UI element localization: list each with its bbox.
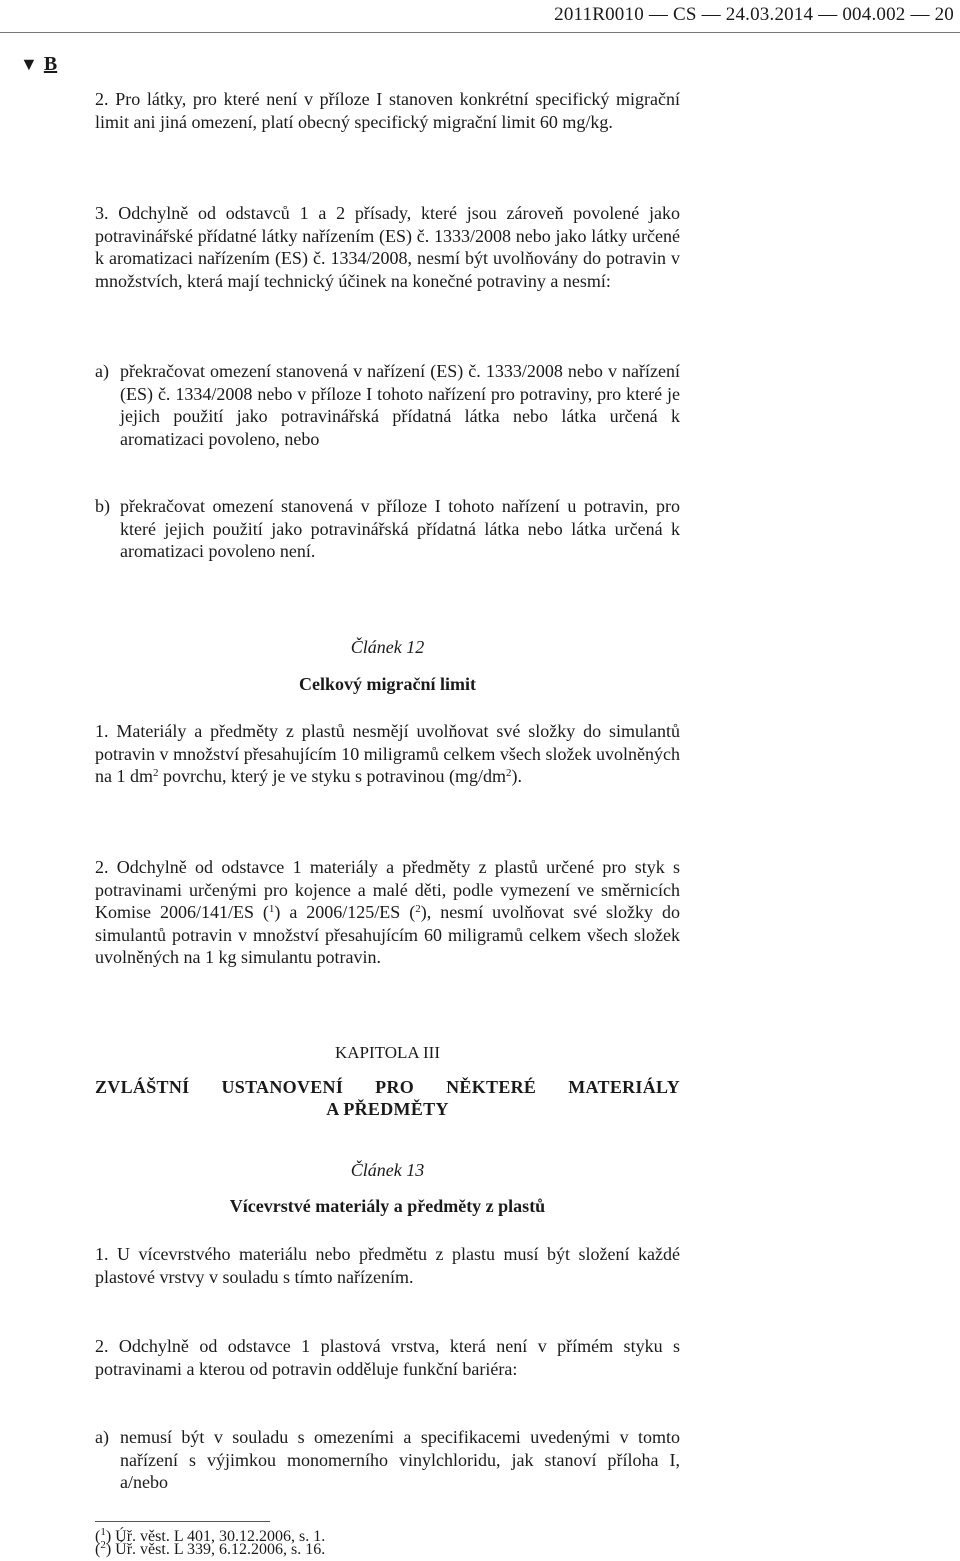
list-item-a-label: a) [95, 361, 109, 381]
article-13-title: Článek 13 [350, 1160, 425, 1180]
chapter-label: KAPITOLA III [335, 1043, 440, 1062]
footnote-2: ($^2$) Úř. věst. L 339, 6.12.2006, s. 16. [95, 1539, 326, 1558]
a12p2-text-b: ) a 2006/125/ES ( [274, 902, 416, 922]
list-item-a2-label: a) [95, 1427, 109, 1447]
a12p2-text-a: 2. Odchylně od odstavce 1 materiály a předměty z plastů určené pro styk s potravinami určenými pro kojence a malé děti, podle vymezení ve směrnicích Komise 2006/141/ES ( [95, 857, 680, 922]
article-12-title: Článek 12 [350, 637, 425, 657]
list-item-b-text: překračovat omezení stanovená v příloze I tohoto nařízení u potravin, pro které jejich použití jako potravinářská přídatná látka nebo látka určená k aromatizaci povoleno není. [120, 496, 680, 561]
a12p1-sup-1: 2 [153, 767, 159, 779]
article-13-paragraph-1 [95, 1243, 680, 1288]
chapter-title-line-2: A PŘEDMĚTY [326, 1099, 449, 1119]
a12p1-text-b: povrchu, který je ve styku s potravinou (mg/dm [158, 766, 506, 786]
footnote-ref-2[interactable]: 2 [415, 903, 421, 915]
page-header [0, 0, 960, 34]
article-13-heading: Vícevrstvé materiály a předměty z plastů [229, 1196, 546, 1216]
a12p1-sup-2: 2 [505, 767, 512, 779]
footnote-2-text: ) Úř. věst. L 339, 6.12.2006, s. 16. [105, 1541, 326, 1558]
paragraph-2 [95, 88, 680, 133]
list-item-b-label: b) [95, 496, 110, 516]
a12p1-text-a: 1. Materiály a předměty z plastů nesmějí uvolňovat své složky do simulantů potravin v množství přesahujícím 10 miligramů celkem všech složek uvolněných na 1 dm [95, 721, 680, 786]
list-item-a [95, 360, 680, 450]
chapter-title-line-1: ZVLÁŠTNÍ USTANOVENÍ PRO NĚKTERÉ MATERIÁLY [95, 1077, 680, 1097]
footnote-1-number: 1 [100, 1526, 106, 1538]
paragraph-2-text: 2. Pro látky, pro které není v příloze I stanoven konkrétní specifický migrační limit ani jiná omezení, platí obecný specifický migrační limit 60 mg/kg. [95, 89, 680, 132]
list-item-a-text: překračovat omezení stanovená v nařízení (ES) č. 1333/2008 nebo v nařízení (ES) č. 1334/2008 nebo v příloze I tohoto nařízení pro potraviny, pro které je jejich použití jako potravinářská přídatná látka nebo látka určená k aromatizaci povoleno, nebo [120, 361, 680, 449]
paragraph-3-text: 3. Odchylně od odstavců 1 a 2 přísady, které jsou zároveň povolené jako potravinářské přídatné látky nařízením (ES) č. 1333/2008 nebo jako látky určené k aromatizaci nařízením (ES) č. 1334/2008, nesmí být uvolňovány do potravin v množstvích, která mají technický účinek na konečné potraviny a nesmí: [95, 203, 680, 291]
article-12-heading: Celkový migrační limit [299, 674, 476, 694]
article-13-paragraph-2 [95, 1335, 680, 1380]
a12p2-text-c: ), nesmí uvolňovat své složky do simulantů potravin v množství přesahujícím 60 miligramů celkem všech složek uvolněných na 1 kg simulantu potravin. [95, 902, 680, 967]
a12p1-text-c: ). [511, 766, 522, 786]
amendment-marker [20, 53, 57, 76]
footnote-ref-1[interactable]: 1 [268, 903, 275, 915]
triangle-down-icon: ▼ [20, 54, 38, 74]
document-reference: 2011R0010 — CS — 24.03.2014 — 004.002 — 20 [554, 4, 954, 25]
article-12-paragraph-2 [95, 856, 680, 969]
marker-label: B [43, 53, 58, 75]
article-12-paragraph-1 [95, 720, 680, 788]
footnote-2-number: 2 [100, 1539, 106, 1551]
footnote-1: ($^1$) Úř. věst. L 401, 30.12.2006, s. 1. [95, 1526, 326, 1545]
article-13-paragraph-1-text: 1. U vícevrstvého materiálu nebo předmětu z plastu musí být složení každé plastové vrstvy v souladu s tímto nařízením. [95, 1244, 680, 1287]
chapter-title [95, 1076, 680, 1120]
footnote-divider [95, 1521, 270, 1522]
paragraph-3 [95, 202, 680, 292]
list-item-b [95, 495, 680, 563]
article-13-paragraph-2-text: 2. Odchylně od odstavce 1 plastová vrstva, která není v přímém styku s potravinami a kterou od potravin odděluje funkční bariéra: [95, 1336, 680, 1379]
list-item-a2 [95, 1426, 680, 1494]
list-item-a2-text: nemusí být v souladu s omezeními a specifikacemi uvedenými v tomto nařízení s výjimkou monomerního vinylchloridu, jak stanoví příloha I, a/nebo [120, 1427, 680, 1492]
footnote-1-text: ) Úř. věst. L 401, 30.12.2006, s. 1. [105, 1528, 326, 1545]
header-divider [0, 32, 960, 33]
